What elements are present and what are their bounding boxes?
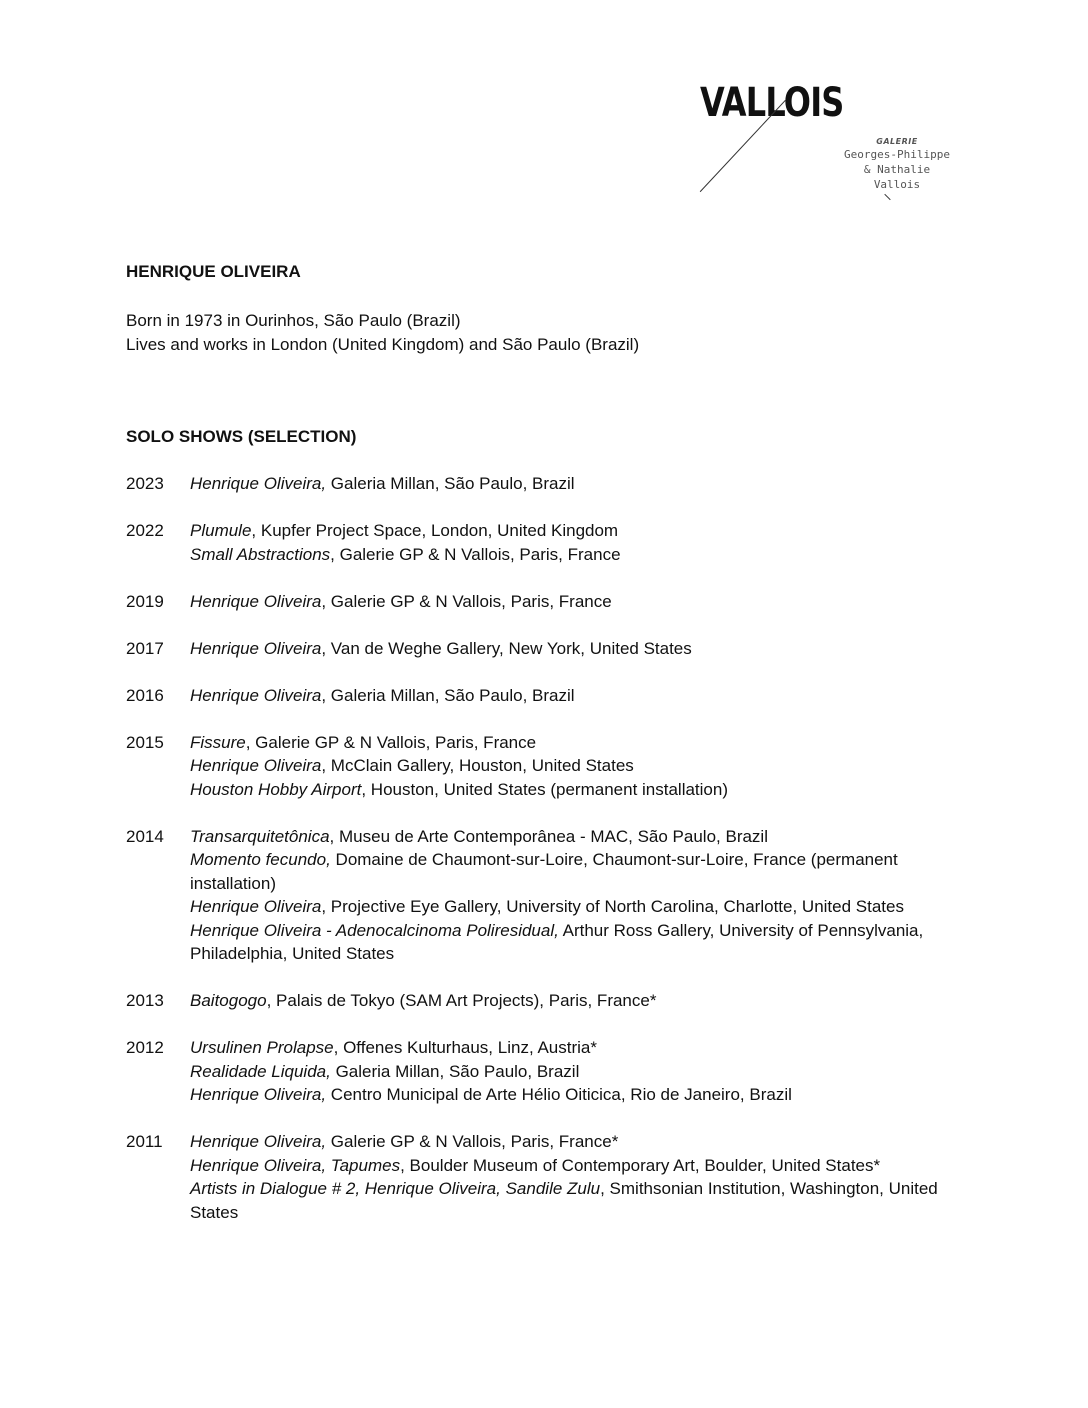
exhibition-entry <box>190 1154 966 1178</box>
exhibition-entry <box>190 919 966 966</box>
exhibition-entry <box>190 543 966 567</box>
logo-line-3: Vallois <box>873 178 921 191</box>
exhibition-list <box>190 472 966 496</box>
year-block <box>126 637 966 661</box>
year-label: 2015 <box>126 732 164 752</box>
artist-name: HENRIQUE OLIVEIRA <box>126 262 301 281</box>
bio-birth-line: Born in 1973 in Ourinhos, São Paulo (Brazil) <box>126 311 461 330</box>
artist-bio <box>126 309 639 357</box>
exhibition-venue: , Galeria Millan, São Paulo, Brazil <box>321 685 575 705</box>
exhibition-title: Henrique Oliveira, <box>190 1132 327 1151</box>
year-block <box>126 989 966 1013</box>
exhibition-title: Plumule <box>190 521 252 540</box>
logo-line-1: Georges-Philippe <box>844 148 950 161</box>
exhibition-list <box>190 519 966 566</box>
exhibition-title: Henrique Oliveira - Adenocalcinoma Poliresidual, <box>190 920 559 940</box>
exhibition-venue: , Houston, United States (permanent installation) <box>361 779 728 799</box>
year-label: 2023 <box>126 474 164 493</box>
exhibition-venue: , Projective Eye Gallery, University of North Carolina, Charlotte, United States <box>321 897 904 916</box>
year-label: 2014 <box>126 826 164 846</box>
exhibition-entry <box>190 825 966 849</box>
exhibition-list <box>190 1130 966 1224</box>
exhibition-list <box>190 825 966 966</box>
exhibition-entry <box>190 472 966 496</box>
exhibition-entry <box>190 778 966 802</box>
bio-residence-line: Lives and works in London (United Kingdom) and São Paulo (Brazil) <box>126 335 640 354</box>
year-label: 2011 <box>126 1132 163 1151</box>
exhibition-title: Fissure <box>190 732 246 752</box>
logo-tick-mark <box>884 194 890 200</box>
exhibition-title: Artists in Dialogue # 2, Henrique Oliveira, Sandile Zulu <box>190 1179 601 1198</box>
exhibition-entry <box>190 1130 966 1154</box>
exhibition-venue: , Boulder Museum of Contemporary Art, Boulder, United States* <box>400 1155 881 1175</box>
exhibition-title: Momento fecundo, <box>190 850 331 869</box>
exhibition-title: Henrique Oliveira <box>190 638 322 658</box>
year-block <box>126 1036 966 1107</box>
exhibition-venue: , Palais de Tokyo (SAM Art Projects), Paris, France* <box>266 991 657 1010</box>
exhibition-venue: Galerie GP & N Vallois, Paris, France* <box>326 1132 619 1151</box>
year-block <box>126 684 966 708</box>
exhibition-list <box>190 989 966 1013</box>
exhibition-venue: Galeria Millan, São Paulo, Brazil <box>326 474 575 493</box>
year-label: 2019 <box>126 591 164 611</box>
exhibition-venue: , Kupfer Project Space, London, United Kingdom <box>251 521 619 540</box>
exhibition-venue: , Galerie GP & N Vallois, Paris, France <box>321 591 612 611</box>
exhibition-venue: , Van de Weghe Gallery, New York, United States <box>321 638 692 658</box>
exhibition-entry <box>190 684 966 708</box>
logo-wordmark: VALLOIS <box>700 80 844 126</box>
exhibition-title: Henrique Oliveira <box>190 685 322 705</box>
exhibition-venue: , Galerie GP & N Vallois, Paris, France <box>245 732 537 752</box>
exhibition-venue: Centro Municipal de Arte Hélio Oiticica, Rio de Janeiro, Brazil <box>326 1085 792 1104</box>
exhibition-entry <box>190 1036 966 1060</box>
exhibition-entry <box>190 1060 966 1084</box>
exhibition-list <box>190 731 966 802</box>
exhibition-entry <box>190 895 966 919</box>
gallery-logo <box>700 80 960 210</box>
year-block <box>126 825 966 966</box>
year-label: 2013 <box>126 991 164 1010</box>
exhibition-title: Houston Hobby Airport <box>190 779 362 799</box>
logo-line-2: & Nathalie <box>863 163 931 176</box>
exhibition-entry <box>190 1177 966 1224</box>
section-title: SOLO SHOWS (SELECTION) <box>126 427 357 446</box>
exhibition-list <box>190 637 966 661</box>
exhibition-venue: , McClain Gallery, Houston, United States <box>321 756 634 775</box>
exhibition-entry <box>190 637 966 661</box>
exhibition-venue: Galeria Millan, São Paulo, Brazil <box>330 1061 580 1081</box>
exhibition-list <box>190 1036 966 1107</box>
exhibition-list <box>190 590 966 614</box>
year-block <box>126 1130 966 1224</box>
exhibition-entry <box>190 848 966 895</box>
exhibition-venue: Arthur Ross Gallery, University of Pennsylvania, Philadelphia, United States <box>190 920 924 963</box>
exhibition-title: Realidade Liquida, <box>190 1061 331 1081</box>
exhibition-entry <box>190 754 966 778</box>
exhibition-title: Henrique Oliveira <box>190 897 322 916</box>
logo-subtitle <box>837 134 957 192</box>
year-label: 2022 <box>126 521 164 540</box>
exhibition-title: Henrique Oliveira <box>190 756 322 775</box>
exhibition-entry <box>190 989 966 1013</box>
year-block <box>126 590 966 614</box>
exhibition-venue: , Museu de Arte Contemporânea - MAC, São Paulo, Brazil <box>329 826 768 846</box>
exhibition-title: Henrique Oliveira, Tapumes <box>190 1155 401 1175</box>
exhibition-venue: , Smithsonian Institution, Washington, United States <box>190 1179 938 1222</box>
year-block <box>126 731 966 802</box>
exhibition-entry <box>190 731 966 755</box>
year-label: 2017 <box>126 638 164 658</box>
exhibition-entry <box>190 1083 966 1107</box>
exhibition-title: Transarquitetônica <box>190 826 330 846</box>
exhibition-list <box>190 684 966 708</box>
year-block <box>126 519 966 566</box>
exhibition-title: Henrique Oliveira, <box>190 1085 327 1104</box>
exhibition-entry <box>190 519 966 543</box>
exhibition-title: Henrique Oliveira, <box>190 474 327 493</box>
logo-galerie-label: GALERIE <box>876 137 918 146</box>
year-block <box>126 472 966 496</box>
exhibition-title: Small Abstractions <box>190 544 331 564</box>
exhibition-venue: Domaine de Chaumont-sur-Loire, Chaumont-sur-Loire, France (permanent installation) <box>190 850 898 893</box>
exhibition-title: Ursulinen Prolapse <box>190 1038 334 1057</box>
year-label: 2012 <box>126 1038 164 1057</box>
exhibition-entry <box>190 590 966 614</box>
year-label: 2016 <box>126 685 164 705</box>
exhibition-venue: , Galerie GP & N Vallois, Paris, France <box>330 544 621 564</box>
exhibition-title: Baitogogo <box>190 991 267 1010</box>
exhibition-venue: , Offenes Kulturhaus, Linz, Austria* <box>333 1038 597 1057</box>
solo-shows-list <box>126 472 966 1248</box>
exhibition-title: Henrique Oliveira <box>190 591 322 611</box>
